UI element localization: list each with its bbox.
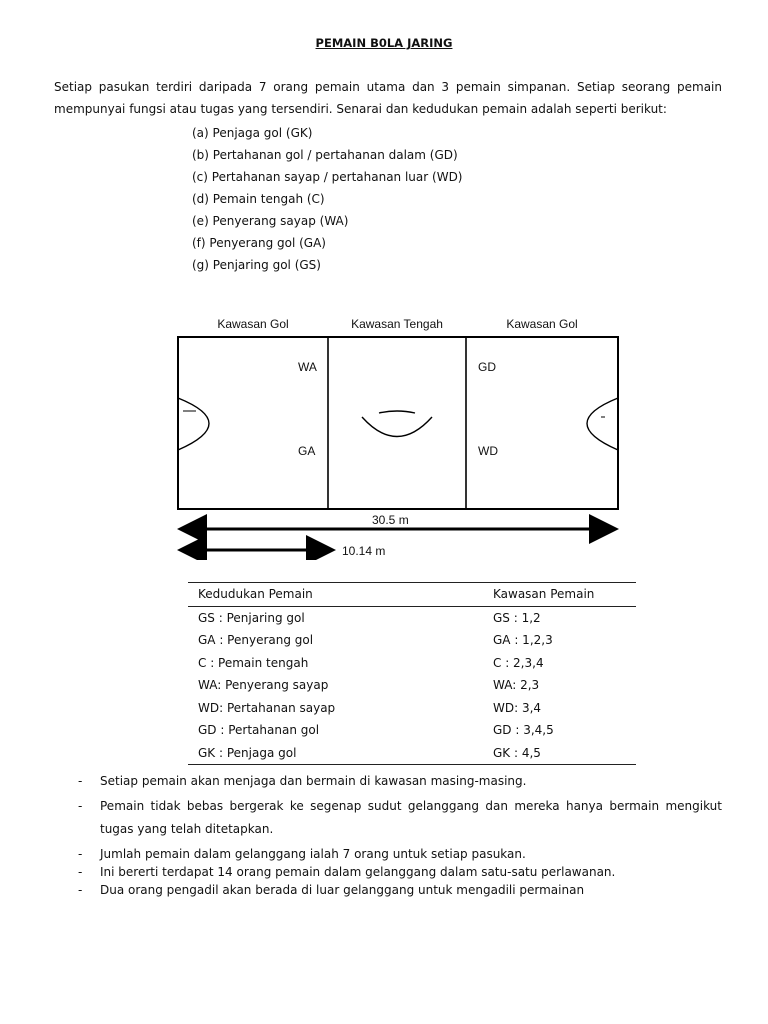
- table-row: [188, 606, 636, 629]
- list-item: [78, 771, 722, 791]
- note-text: Pemain tidak bebas bergerak ke segenap sudut gelanggang dan mereka hanya bermain mengikut tugas yang telah ditetapkan.: [100, 799, 722, 836]
- bullet-dash: -: [78, 774, 83, 788]
- list-item: [78, 795, 722, 841]
- table-row: [188, 674, 636, 697]
- table-cell: GK : 4,5: [493, 745, 541, 760]
- table-cell: GS : 1,2: [493, 610, 541, 625]
- role-item: (e) Penyerang sayap (WA): [192, 214, 349, 228]
- table-row: [188, 697, 636, 720]
- table-cell: GS : Penjaring gol: [198, 610, 305, 625]
- table-cell: GA : 1,2,3: [493, 633, 553, 648]
- role-item: (a) Penjaga gol (GK): [192, 126, 313, 140]
- centre-circle-top: [379, 411, 415, 413]
- table-cell: C : Pemain tengah: [198, 655, 309, 670]
- table-cell: C : 2,3,4: [493, 655, 544, 670]
- table-cell: WA: 2,3: [493, 678, 540, 693]
- bullet-dash: -: [78, 865, 83, 879]
- note-text: Setiap pemain akan menjaga dan bermain di kawasan masing-masing.: [100, 774, 527, 788]
- full-length-label: 30.5 m: [372, 513, 409, 527]
- column-header: Kawasan Pemain: [493, 587, 595, 602]
- table-cell: GK : Penjaga gol: [198, 745, 297, 760]
- intro-paragraph: Setiap pasukan terdiri daripada 7 orang pemain utama dan 3 pemain simpanan. Setiap seorang pemain mempunyai fungsi atau tugas yang tersendiri. Senarai dan kedudukan pemain adalah seperti berikut:: [54, 80, 722, 116]
- goal-circle-right: [587, 398, 618, 450]
- centre-circle-bottom: [362, 417, 432, 437]
- table-row: [188, 652, 636, 675]
- note-text: Jumlah pemain dalam gelanggang ialah 7 orang untuk setiap pasukan.: [100, 847, 526, 861]
- table-row: [188, 629, 636, 652]
- role-item: (b) Pertahanan gol / pertahanan dalam (GD): [192, 148, 458, 162]
- position-gd: GD: [478, 360, 496, 374]
- column-header: Kedudukan Pemain: [198, 587, 313, 602]
- note-text: Ini bererti terdapat 14 orang pemain dalam gelanggang dalam satu-satu perlawanan.: [100, 865, 616, 879]
- bullet-dash: -: [78, 799, 83, 813]
- position-ga: GA: [298, 444, 316, 458]
- role-item: (f) Penyerang gol (GA): [192, 236, 326, 250]
- role-item: (c) Pertahanan sayap / pertahanan luar (WD): [192, 170, 463, 184]
- table-cell: GD : Pertahanan gol: [198, 723, 320, 738]
- list-item: [78, 881, 722, 899]
- zone-label-center: Kawasan Tengah: [351, 317, 443, 331]
- note-text: Dua orang pengadil akan berada di luar gelanggang untuk mengadili permainan: [100, 883, 585, 897]
- role-item: (d) Pemain tengah (C): [192, 192, 325, 206]
- table-cell: GA : Penyerang gol: [198, 633, 314, 648]
- table-cell: GD : 3,4,5: [493, 723, 554, 738]
- role-item: (g) Penjaring gol (GS): [192, 258, 321, 272]
- page-title: PEMAIN B0LA JARING: [315, 36, 453, 50]
- table-cell: WA: Penyerang sayap: [198, 678, 329, 693]
- bullet-dash: -: [78, 883, 83, 897]
- table-row: [188, 719, 636, 742]
- table-cell: WD: Pertahanan sayap: [198, 700, 336, 715]
- player-zone-table: [188, 582, 636, 765]
- court-outline: [178, 337, 618, 509]
- bullet-dash: -: [78, 847, 83, 861]
- zone-label-left: Kawasan Gol: [217, 317, 289, 331]
- list-item: [78, 845, 722, 863]
- position-wd: WD: [478, 444, 498, 458]
- table-row: [188, 742, 636, 765]
- zone-label-right: Kawasan Gol: [506, 317, 578, 331]
- position-wa: WA: [298, 360, 317, 374]
- role-list: [192, 122, 463, 276]
- note-list: [78, 771, 722, 899]
- list-item: [78, 863, 722, 881]
- table-cell: WD: 3,4: [493, 700, 542, 715]
- table-header-row: [188, 583, 636, 607]
- goal-circle-left: [178, 398, 209, 450]
- third-length-label: 10.14 m: [342, 544, 386, 558]
